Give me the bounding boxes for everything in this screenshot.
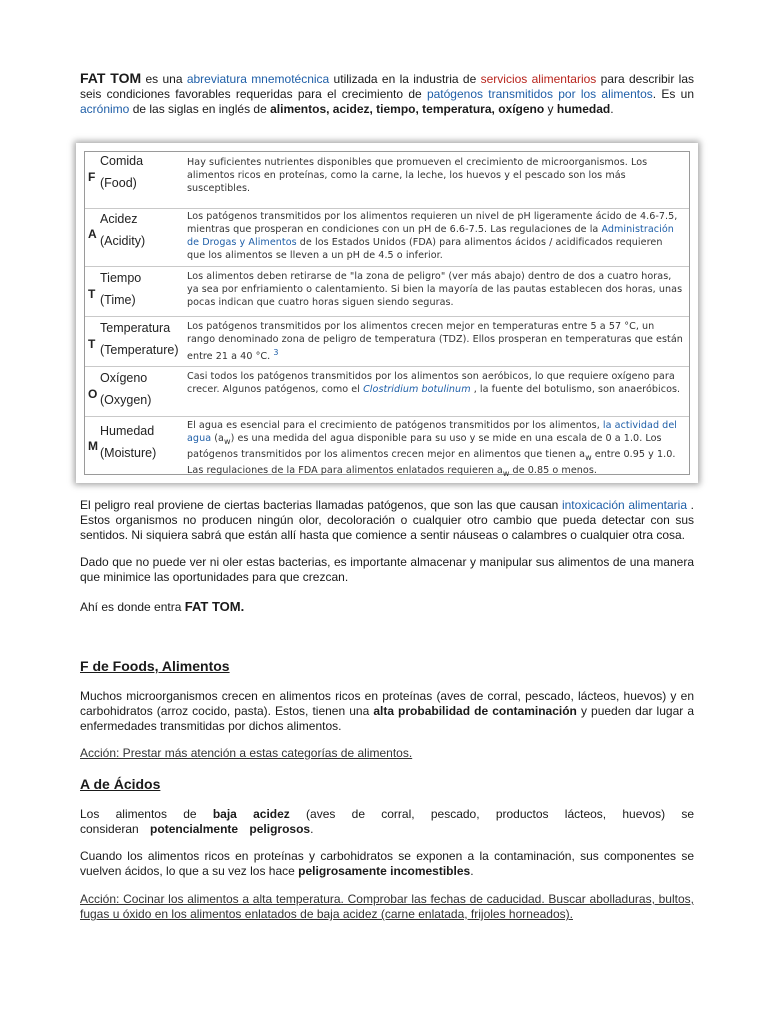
subscript: w: [502, 468, 510, 478]
text: .: [610, 102, 614, 116]
accion-foods: Acción: Prestar más atención a estas categorías de alimentos.: [80, 746, 413, 760]
term-spanish: Tiempo: [100, 271, 142, 285]
term-english: (Food): [100, 176, 137, 190]
link-servicios-alimentarios[interactable]: servicios alimentarios: [480, 72, 597, 86]
text: , la fuente del botulismo, son anaeróbicos.: [470, 384, 681, 395]
link-fda[interactable]: Administración de Drogas y Alimentos: [187, 224, 674, 248]
row-description: [187, 419, 683, 480]
row-letter: O: [88, 387, 98, 401]
row-description: [187, 270, 683, 309]
term-english: (Oxygen): [100, 393, 152, 407]
fat-tom-table: [84, 151, 690, 478]
text: Ahí es donde entra: [80, 600, 185, 614]
text: Casi todos los patógenos transmitidos por los alimentos son aeróbicos, lo que requiere oxígeno para crecer. Algunos patógenos, como el: [187, 371, 675, 395]
row-description: [187, 156, 683, 195]
table-row: [85, 266, 689, 317]
text: Los patógenos transmitidos por los alimentos crecen mejor en temperaturas entre 5 a 57 °C, un rango denominado zona de peligro de temperatura (TDZ). Ellos prosperan en temperaturas que están entre 21 a 40 °C.: [187, 321, 683, 363]
bold-text: potencialmente peligrosos: [150, 822, 311, 836]
text: de las siglas en inglés de: [129, 102, 271, 116]
text: El peligro real proviene de ciertas bacterias llamadas patógenos, que son las que causan: [80, 498, 562, 512]
row-letter: A: [88, 227, 97, 241]
term-spanish: Acidez: [100, 212, 138, 226]
paragraph-fat-tom: [80, 599, 694, 615]
term-spanish: Temperatura: [100, 321, 171, 335]
row-term: [100, 317, 195, 361]
bold-text: baja acidez: [212, 807, 290, 821]
row-term: [100, 367, 195, 411]
row-term: [100, 420, 195, 464]
bold-humedad: humedad: [556, 102, 611, 116]
subscript: w: [585, 452, 592, 462]
paragraph-acidos: [80, 807, 694, 837]
text: Muchos microorganismos crecen en alimentos ricos en proteínas (aves de corral, pescado, lácteos, huevos) y en carbohidratos (arroz cocido, pasta). Estos, tienen una: [80, 689, 694, 718]
text: (a: [211, 433, 224, 444]
paragraph-contaminacion: [80, 849, 694, 879]
row-term: [100, 267, 195, 311]
text: para describir las seis condiciones favorables requeridas para el crecimiento de: [80, 72, 694, 101]
text: Hay suficientes nutrientes disponibles que promueven el crecimiento de microorganismos. Los alimentos ricos en proteínas, como la carne, la leche, los huevos y el pescado son los más susceptibles.: [187, 157, 648, 194]
row-letter: M: [88, 439, 98, 453]
text: Cuando los alimentos ricos en proteínas y carbohidratos se exponen a la contaminación, sus componentes se vuelven ácidos, lo que a su vez los hace: [80, 849, 694, 878]
link-patogenos[interactable]: patógenos transmitidos por los alimentos: [426, 87, 653, 101]
text: .: [470, 864, 474, 878]
paragraph-peligro: [80, 498, 694, 543]
row-description: [187, 210, 683, 262]
term-english: (Acidity): [100, 234, 146, 248]
text: . Es un: [652, 87, 695, 101]
link-mnemotecnica[interactable]: abreviatura mnemotécnica: [186, 72, 330, 86]
text: y: [544, 102, 557, 116]
term-english: (Moisture): [100, 446, 157, 460]
fat-tom-table-figure: [76, 143, 698, 483]
row-letter: T: [88, 287, 96, 301]
link-intoxicacion[interactable]: intoxicación alimentaria: [561, 498, 688, 512]
intro-paragraph: [80, 71, 694, 117]
term-spanish: Oxígeno: [100, 371, 148, 385]
text: de 0.85 o menos.: [509, 464, 597, 476]
term-english: (Time): [100, 293, 136, 307]
text: y pueden dar lugar a enfermedades transmitidas por dichos alimentos.: [80, 704, 694, 733]
row-letter: F: [88, 170, 96, 184]
table-row: [85, 152, 689, 209]
link-clostridium[interactable]: Clostridium botulinum: [363, 384, 471, 395]
bold-text: peligrosamente incomestibles: [298, 864, 471, 878]
row-letter: T: [88, 337, 96, 351]
table-row: [85, 316, 689, 367]
text: utilizada en la industria de: [329, 72, 481, 86]
text: El agua es esencial para el crecimiento de patógenos transmitidos por los alimentos,: [187, 420, 603, 431]
text: . Estos organismos no producen ningún olor, decoloración o cualquier otro cambio que pueda detectar con sus sentidos. Ni siquiera sabrá que están allí hasta que comience a sentir náuseas o calambres o cualquier otra cosa.: [80, 498, 694, 542]
text: es una: [141, 72, 187, 86]
text: entre 0.95 y 1.0. Las regulaciones de la FDA para alimentos enlatados requieren a: [187, 448, 676, 476]
section-a: [80, 776, 694, 792]
text: de los Estados Unidos (FDA) para alimentos ácidos / acidificados requieren que los alimentos se lleven a un pH de 4.5 o inferior.: [187, 237, 663, 261]
row-description: [187, 320, 683, 363]
bold-text: alta probabilidad de contaminación: [373, 704, 577, 718]
row-description: [187, 370, 683, 396]
section-heading: F de Foods, Alimentos: [80, 658, 230, 674]
section-f: [80, 658, 694, 674]
row-term: [100, 208, 195, 252]
bold-terms: alimentos, acidez, tiempo, temperatura, oxígeno: [270, 102, 545, 116]
paragraph-foods: [80, 689, 694, 734]
fat-tom-term: FAT TOM: [80, 70, 142, 86]
table-row: [85, 208, 689, 267]
term-spanish: Comida: [100, 154, 144, 168]
text: Los alimentos deben retirarse de "la zona de peligro" (ver más abajo) dentro de dos a cuatro horas, ya sea por enfriamiento o calentamiento. Si bien la mayoría de las pautas establecen dos horas, unas pocas indican que cuatro horas siguen siendo seguras.: [187, 271, 683, 308]
footnote-ref[interactable]: 3: [273, 348, 279, 357]
table-row: [85, 366, 689, 417]
fat-tom-term: FAT TOM.: [184, 599, 245, 614]
text: (aves de corral, pescado, productos lácteos, huevos) se consideran: [80, 807, 695, 836]
text: Los alimentos de: [80, 807, 213, 821]
link-acronimo[interactable]: acrónimo: [80, 102, 130, 116]
subscript: w: [223, 436, 231, 446]
term-spanish: Humedad: [100, 424, 155, 438]
term-english: (Temperature): [100, 343, 179, 357]
section-heading: A de Ácidos: [80, 776, 161, 792]
paragraph-bacterias: Dado que no puede ver ni oler estas bacterias, es importante almacenar y manipular sus alimentos de una manera que minimice las oportunidades para que crezcan.: [80, 555, 694, 584]
text: Los patógenos transmitidos por los alimentos requieren un nivel de pH ligeramente ácido de 4.6-7.5, mientras que prosperan en condiciones con un pH de 6.6-7.5. Las regulaciones de la: [187, 211, 678, 235]
text: .: [310, 822, 314, 836]
table-row: [85, 416, 689, 478]
accion-acidos: Acción: Cocinar los alimentos a alta temperatura. Comprobar las fechas de caducidad. Buscar abolladuras, bultos, fugas u óxido en los alimentos enlatados de baja acidez (carne enlatada, frijoles horneados).: [80, 892, 694, 921]
text: ) es una medida del agua disponible para su uso y se mide en una escala de 0 a 1.0. Los patógenos transmitidos por los alimentos crecen mejor en alimentos que tienen a: [187, 433, 662, 460]
link-actividad-agua[interactable]: la actividad del agua: [187, 420, 677, 444]
row-term: [100, 150, 195, 194]
